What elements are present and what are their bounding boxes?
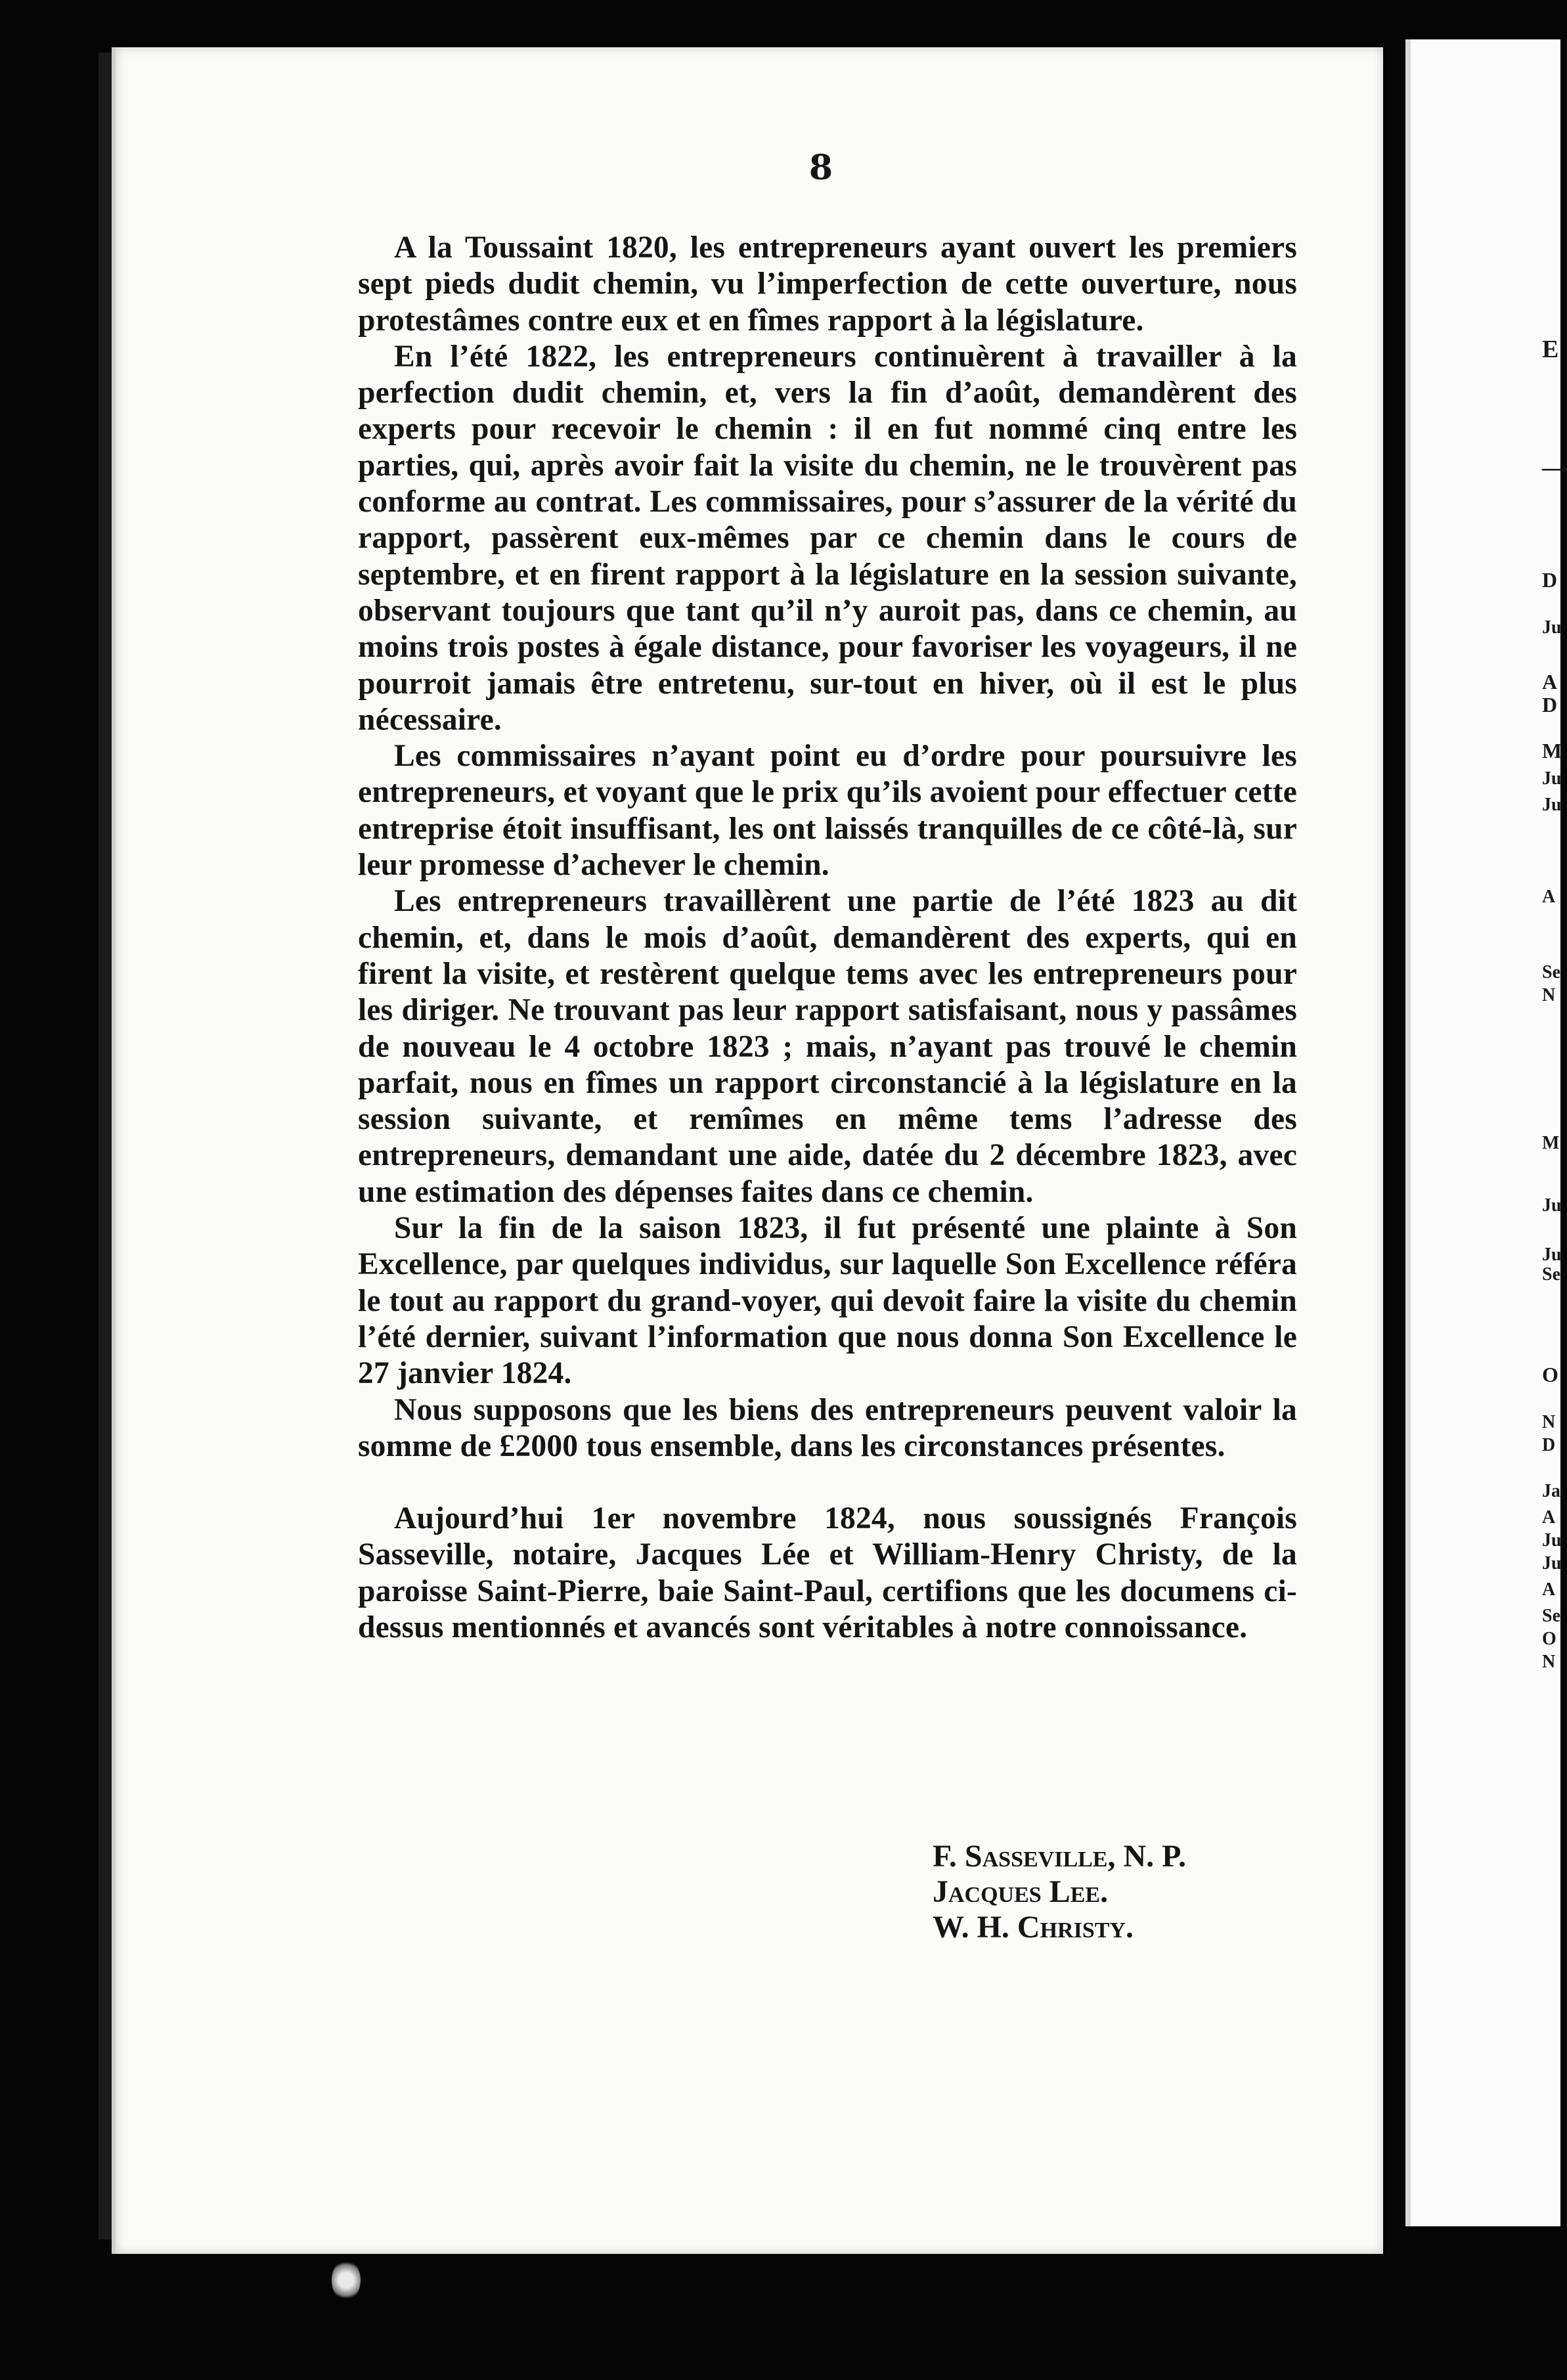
margin-fragment: D (1542, 568, 1558, 592)
paragraph: A la Toussaint 1820, les entrepreneurs ayant ouvert les premiers sept pieds dudit chemin, vu l’imperfection de cette ouverture, nous protestâmes contre eux et en fîmes rapport à la législature. (358, 231, 1297, 338)
margin-fragment: M (1542, 1133, 1560, 1153)
margin-fragment: O (1542, 1629, 1556, 1649)
paragraph: Les commissaires n’ayant point eu d’ordre pour poursuivre les entrepreneurs, et voyant que le prix qu’ils avoient pour effectuer cette entreprise étoit insuffisant, les ont laissés tranquilles de ce côté-là, sur leur promesse d’achever le chemin. (358, 739, 1297, 883)
signature-sasseville: F. Sasseville, N. P. (933, 1839, 1187, 1874)
margin-fragment: Se (1542, 1264, 1560, 1285)
margin-fragment: A (1542, 1579, 1556, 1600)
margin-fragment: Ju (1542, 768, 1562, 789)
margin-fragment: Ju (1542, 1530, 1562, 1551)
paragraph: Sur la fin de la saison 1823, il fut présenté une plainte à Son Excellence, par quelques individus, sur laquelle Son Excellence référa le tout au rapport du grand-voyer, qui devoit faire la visite du chemin l’été dernier, suivant l’information que nous donna Son Excellence le 27 janvier 1824. (358, 1211, 1297, 1391)
margin-fragment: Ja (1542, 1481, 1560, 1501)
paragraph: Les entrepreneurs travaillèrent une partie de l’été 1823 au dit chemin, et, dans le mois d’août, demandèrent des experts, qui en firent la visite, et restèrent quelque tems avec les entrepreneurs pour les diriger. Ne trouvant pas leur rapport satisfaisant, nous y passâmes de nouveau le 4 octobre 1823 ; mais, n’ayant pas trouvé le chemin parfait, nous en fîmes un rapport circonstancié à la législature en la session suivante, et remîmes en même tems l’adresse des entrepreneurs, demandant une aide, datée du 2 décembre 1823, avec une estimation des dépenses faites dans ce chemin. (358, 884, 1297, 1209)
signature-block (933, 1839, 1186, 1945)
margin-fragment: Ju (1542, 1553, 1562, 1574)
ink-blot (332, 2259, 361, 2301)
margin-fragment: Se (1542, 1606, 1560, 1626)
page-edge-shadow (99, 53, 113, 2239)
signature-christy: W. H. Christy. (933, 1910, 1134, 1945)
paragraph: En l’été 1822, les entrepreneurs continuèrent à travailler à la perfection dudit chemin, et, vers la fin d’août, demandèrent des experts pour recevoir le chemin : il en fut nommé cinq entre les parties, qui, après avoir fait la visite du chemin, ne le trouvèrent pas conforme au contrat. Les commissaires, pour s’assurer de la vérité du rapport, passèrent eux-mêmes par ce chemin dans le cours de septembre, et en firent rapport à la législature en la session suivante, observant toujours que tant qu’il n’y auroit pas, dans ce chemin, au moins trois postes à égale distance, pour favoriser les voyageurs, il ne pourroit jamais être entretenu, sur-tout en hiver, où il est le plus nécessaire. (358, 339, 1297, 737)
margin-fragment: A (1542, 670, 1558, 694)
margin-fragment: D (1542, 693, 1558, 716)
margin-fragment: A (1542, 1507, 1556, 1528)
margin-fragment: Se (1542, 962, 1560, 982)
margin-fragment: A (1542, 887, 1556, 907)
margin-fragment: D (1542, 1435, 1556, 1455)
margin-fragment: E (1542, 336, 1559, 363)
body-text (358, 230, 1297, 1646)
page-number: 8 (808, 148, 833, 188)
margin-fragment: N (1542, 1412, 1556, 1432)
margin-fragment: Ju (1542, 1195, 1562, 1216)
adjacent-page (1405, 39, 1567, 2226)
margin-fragment: N (1542, 985, 1556, 1005)
margin-fragment: — (1542, 454, 1567, 481)
paragraph: Nous supposons que les biens des entrepreneurs peuvent valoir la somme de £2000 tous ensemble, dans les circonstances présentes. (358, 1392, 1297, 1463)
margin-fragment: N (1542, 1652, 1556, 1672)
signature-lee: Jacques Lee. (933, 1874, 1109, 1909)
margin-fragment: Ju (1542, 1245, 1562, 1265)
certification-paragraph: Aujourd’hui 1er novembre 1824, nous soussignés François Sasseville, notaire, Jacques Lée et William-Henry Christy, de la paroisse Saint-Pierre, baie Saint-Paul, certifions que les documens ci-dessus mentionnés et avancés sont véritables à notre connoissance. (358, 1501, 1297, 1644)
margin-fragment: Ju (1542, 795, 1562, 815)
margin-fragment: M (1542, 739, 1562, 762)
margin-fragment: Ju (1542, 617, 1562, 638)
margin-fragment: O (1542, 1363, 1558, 1386)
